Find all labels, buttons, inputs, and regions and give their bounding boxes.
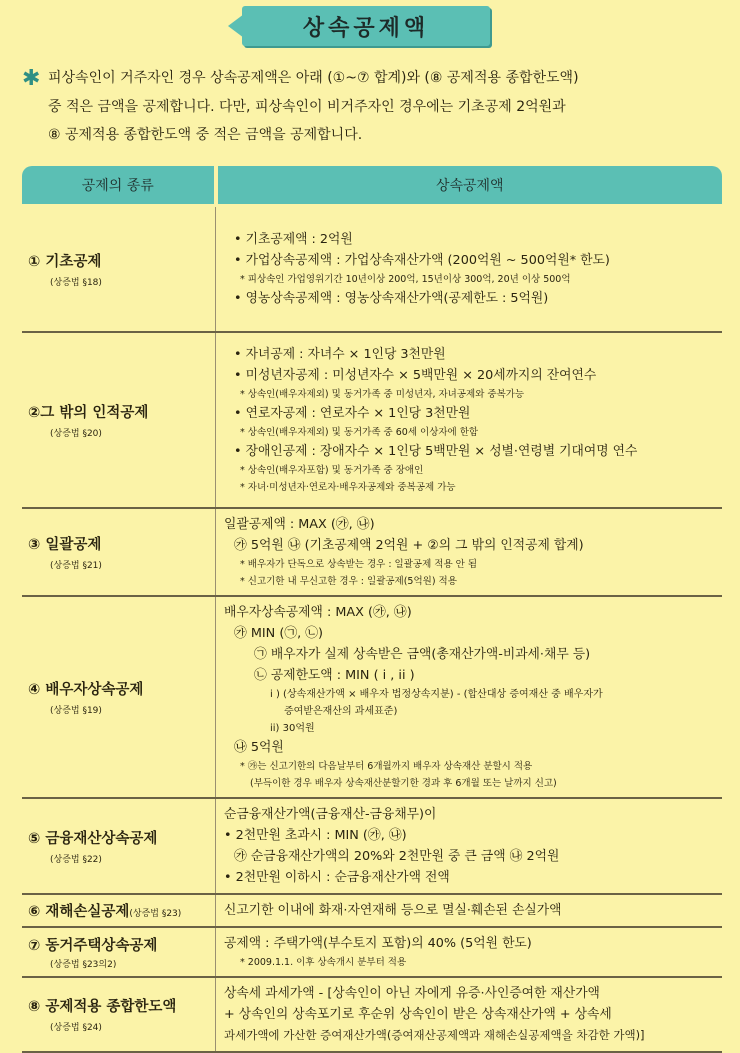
deduction-type-cell xyxy=(22,894,216,927)
amount-note: * ㉮는 신고기한의 다음날부터 6개월까지 배우자 상속재산 분할시 적용 xyxy=(240,760,533,772)
table-row xyxy=(22,798,722,894)
amount-line: 공제액 : 주택가액(부수토지 포함)의 40% (5억원 한도) xyxy=(224,935,532,951)
table-row xyxy=(22,596,722,798)
law-reference: (상증법 §22) xyxy=(50,854,102,865)
table-row xyxy=(22,206,722,332)
deduction-name: ⑦ 동거주택상속공제 xyxy=(28,937,158,954)
law-reference: (상증법 §23의2) xyxy=(50,959,117,970)
deduction-name: ②그 밖의 인적공제 xyxy=(28,404,149,421)
deduction-type-cell xyxy=(22,206,216,332)
intro-line: ⑧ 공제적용 종합한도액 중 적은 금액을 공제합니다. xyxy=(48,127,363,143)
deduction-amount-cell xyxy=(216,508,723,596)
deduction-amount-cell xyxy=(216,927,723,977)
deduction-name: ④ 배우자상속공제 xyxy=(28,681,144,698)
deduction-name: ⑧ 공제적용 종합한도액 xyxy=(28,999,177,1015)
amount-note: * 배우자가 단독으로 상속받는 경우 : 일괄공제 적용 안 됨 xyxy=(240,558,478,570)
amount-note: (부득이한 경우 배우자 상속재산분할기한 경과 후 6개월 또는 날까지 신고) xyxy=(250,777,557,789)
intro-paragraph xyxy=(22,64,722,149)
header-amount: 상속공제액 xyxy=(216,166,723,206)
amount-note: * 신고기한 내 무신고한 경우 : 일괄공제(5억원) 적용 xyxy=(240,575,457,587)
table-row xyxy=(22,508,722,596)
amount-line: 과세가액에 가산한 증여재산가액(증여재산공제액과 재해손실공제액을 차감한 가액)] xyxy=(224,1027,645,1042)
intro-line: 피상속인이 거주자인 경우 상속공제액은 아래 (①~⑦ 합계)와 (⑧ 공제적용 종합한도액) xyxy=(48,70,579,86)
deduction-type-cell xyxy=(22,332,216,508)
law-reference: (상증법 §18) xyxy=(50,277,102,288)
deduction-name: ⑥ 재해손실공제 xyxy=(28,903,130,920)
amount-line: ㉡ 공제한도액 : MIN ( i , ii ) xyxy=(254,667,415,683)
amount-note: i ) (상속재산가액 × 배우자 법정상속지분) - (합산대상 증여재산 중 배우자가 xyxy=(270,688,603,700)
amount-note: * 2009.1.1. 이후 상속개시 분부터 적용 xyxy=(240,956,407,968)
table-row xyxy=(22,894,722,927)
amount-line: • 영농상속공제액 : 영농상속재산가액(공제한도 : 5억원) xyxy=(234,290,549,306)
amount-note: ii) 30억원 xyxy=(270,722,315,734)
deduction-table xyxy=(22,166,722,1053)
deduction-amount-cell xyxy=(216,206,723,332)
deduction-amount-cell xyxy=(216,596,723,798)
amount-line: • 2천만원 이하시 : 순금융재산가액 전액 xyxy=(224,869,450,885)
amount-note: * 상속인(배우자포함) 및 동거가족 중 장애인 xyxy=(240,464,424,476)
asterisk-icon: ✱ xyxy=(22,66,41,91)
deduction-amount-cell xyxy=(216,894,723,927)
deduction-name: ③ 일괄공제 xyxy=(28,536,102,553)
amount-line: • 2천만원 초과시 : MIN (㉮, ㉯) xyxy=(224,827,407,843)
deduction-type-cell xyxy=(22,798,216,894)
amount-line: • 기초공제액 : 2억원 xyxy=(234,231,353,247)
header-type: 공제의 종류 xyxy=(22,166,216,206)
intro-line: 중 적은 금액을 공제합니다. 다만, 피상속인이 비거주자인 경우에는 기초공제 2억원과 xyxy=(48,99,566,115)
law-reference: (상증법 §23) xyxy=(129,908,182,919)
deduction-type-cell xyxy=(22,977,216,1052)
amount-note: * 상속인(배우자제외) 및 동거가족 중 미성년자, 자녀공제와 중복가능 xyxy=(240,388,525,400)
deduction-name: ① 기초공제 xyxy=(28,253,102,270)
amount-note: 증여받은재산의 과세표준) xyxy=(284,705,398,717)
amount-note: * 상속인(배우자제외) 및 동거가족 중 60세 이상자에 한함 xyxy=(240,426,479,438)
deduction-name: ⑤ 금융재산상속공제 xyxy=(28,830,158,847)
page-title: 상속공제액 xyxy=(242,6,490,46)
amount-line: 일괄공제액 : MAX (㉮, ㉯) xyxy=(224,516,375,532)
table-row xyxy=(22,927,722,977)
amount-line: 신고기한 이내에 화재·자연재해 등으로 멸실·훼손된 손실가액 xyxy=(224,902,562,918)
law-reference: (상증법 §24) xyxy=(50,1023,102,1033)
deduction-type-cell xyxy=(22,508,216,596)
deduction-type-cell xyxy=(22,596,216,798)
amount-line: ㉯ 5억원 xyxy=(234,739,284,755)
title-banner xyxy=(228,6,490,50)
table-row xyxy=(22,977,722,1052)
table-row xyxy=(22,332,722,508)
amount-line: ㉠ 배우자가 실제 상속받은 금액(총재산가액-비과세·채무 등) xyxy=(254,646,591,662)
deduction-type-cell xyxy=(22,927,216,977)
amount-line: ㉮ 5억원 ㉯ (기초공제액 2억원 + ②의 그 밖의 인적공제 합계) xyxy=(234,537,584,553)
amount-line: 배우자상속공제액 : MAX (㉮, ㉯) xyxy=(224,604,412,620)
amount-line: 순금융재산가액(금융재산-금융채무)이 xyxy=(224,806,437,822)
amount-note: * 피상속인 가업영위기간 10년이상 200억, 15년이상 300억, 20년 이상 500억 xyxy=(240,273,571,285)
amount-note: * 자녀·미성년자·연로자·배우자공제와 중복공제 가능 xyxy=(240,481,456,493)
amount-line: + 상속인의 상속포기로 후순위 상속인이 받은 상속재산가액 + 상속세 xyxy=(224,1006,612,1022)
amount-line: ㉮ 순금융재산가액의 20%와 2천만원 중 큰 금액 ㉯ 2억원 xyxy=(234,848,560,864)
amount-line: ㉮ MIN (㉠, ㉡) xyxy=(234,625,324,641)
deduction-amount-cell xyxy=(216,977,723,1052)
amount-line: 상속세 과세가액 - [상속인이 아닌 자에게 유증·사인증여한 재산가액 xyxy=(224,985,600,1001)
amount-line: • 장애인공제 : 장애자수 × 1인당 5백만원 × 성별·연령별 기대여명 연수 xyxy=(234,443,638,459)
amount-line: • 자녀공제 : 자녀수 × 1인당 3천만원 xyxy=(234,346,446,362)
table-header-row xyxy=(22,166,722,206)
law-reference: (상증법 §20) xyxy=(50,428,102,439)
amount-line: • 미성년자공제 : 미성년자수 × 5백만원 × 20세까지의 잔여연수 xyxy=(234,367,597,383)
law-reference: (상증법 §19) xyxy=(50,705,102,716)
law-reference: (상증법 §21) xyxy=(50,560,102,571)
amount-line: • 연로자공제 : 연로자수 × 1인당 3천만원 xyxy=(234,405,471,421)
deduction-amount-cell xyxy=(216,332,723,508)
amount-line: • 가업상속공제액 : 가업상속재산가액 (200억원 ~ 500억원* 한도) xyxy=(234,252,610,268)
deduction-amount-cell xyxy=(216,798,723,894)
